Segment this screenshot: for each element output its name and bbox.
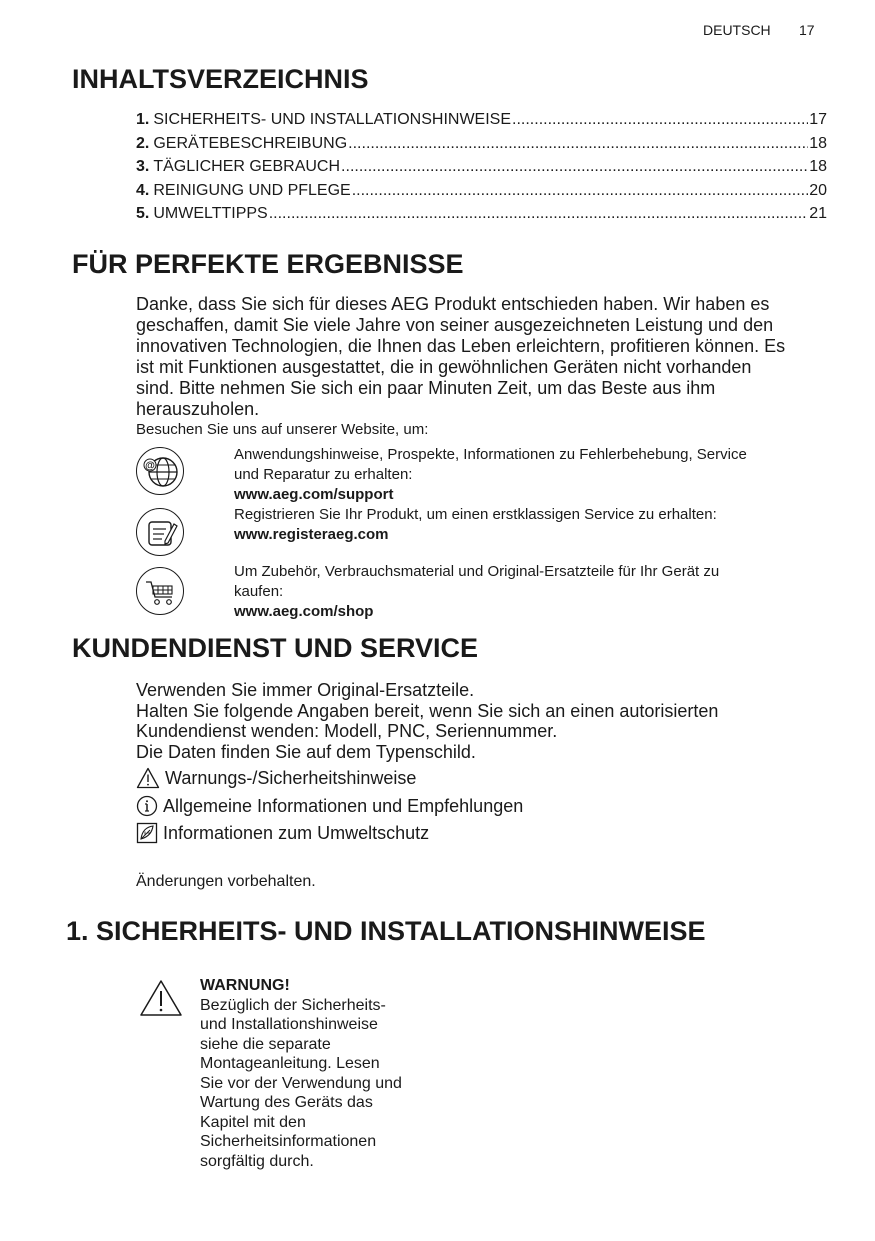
toc-entry-label: TÄGLICHER GEBRAUCH [153, 158, 341, 175]
intro-line: geschaffen, damit Sie viele Jahre von seiner ausgezeichneten Leistung und den [136, 315, 774, 335]
warning-line: Bezüglich der Sicherheits- [200, 996, 386, 1014]
toc-entry-number: 1. [136, 111, 150, 128]
customer-service-text [136, 680, 718, 762]
safety-title: 1. SICHERHEITS- UND INSTALLATIONSHINWEISE [66, 916, 706, 946]
customer-service-title: KUNDENDIENST UND SERVICE [72, 633, 479, 663]
intro-paragraph [136, 294, 826, 420]
svg-text:@: @ [145, 460, 155, 472]
legend-warning [136, 767, 416, 789]
intro-line: ist mit Funktionen ausgestattet, die in gewöhnlichen Geräten nicht vorhanden [136, 357, 752, 377]
toc-entry[interactable] [136, 111, 827, 135]
toc-entry-number: 4. [136, 181, 150, 199]
service-text: Anwendungshinweise, Prospekte, Informationen zu Fehlerbehebung, Service [234, 446, 747, 463]
toc-leader-dots [352, 182, 809, 200]
intro-line: Danke, dass Sie sich für dieses AEG Produkt entschieden haben. Wir haben es [136, 294, 770, 314]
register-notepad-icon [136, 508, 184, 556]
legend-label: Warnungs-/Sicherheitshinweise [165, 767, 417, 788]
warning-line: Wartung des Geräts das [200, 1094, 373, 1111]
leaf-icon [136, 822, 158, 844]
warning-line: sorgfältig durch. [200, 1152, 314, 1170]
customer-service-line: Die Daten finden Sie auf dem Typenschild. [136, 741, 476, 762]
warning-block [200, 976, 440, 1171]
warning-line: Sicherheitsinformationen [200, 1133, 377, 1150]
toc-entry[interactable] [136, 205, 827, 229]
toc-entry-page: 20 [809, 181, 827, 199]
results-title: FÜR PERFEKTE ERGEBNISSE [72, 249, 464, 279]
toc-entry-page: 18 [809, 134, 827, 152]
service-text: und Reparatur zu erhalten: [234, 466, 413, 483]
legend-label: Informationen zum Umweltschutz [163, 822, 430, 843]
toc-entry-label: GERÄTEBESCHREIBUNG [153, 134, 348, 152]
customer-service-line: Verwenden Sie immer Original-Ersatzteile. [136, 680, 475, 700]
shop-link[interactable]: www.aeg.com/shop [234, 603, 374, 620]
toc-entry-number: 3. [136, 158, 150, 175]
legend-environment [136, 822, 429, 844]
page-number: 17 [799, 22, 815, 38]
visit-text: Besuchen Sie uns auf unserer Website, um: [136, 421, 429, 438]
legend-info [136, 795, 523, 817]
register-link[interactable]: www.registeraeg.com [234, 526, 389, 543]
header-language: DEUTSCH [703, 22, 771, 38]
toc-entry-label: UMWELTTIPPS [153, 205, 268, 222]
warning-line: Sie vor der Verwendung und [200, 1074, 402, 1092]
warning-triangle-icon [136, 767, 160, 789]
intro-line: herauszuholen. [136, 399, 260, 419]
toc-leader-dots [348, 135, 808, 153]
toc-entry-page: 17 [809, 111, 827, 128]
warning-line: und Installationshinweise [200, 1016, 378, 1033]
info-icon [136, 795, 158, 817]
toc-leader-dots [269, 205, 808, 223]
toc-leader-dots [512, 111, 808, 129]
legend-label: Allgemeine Informationen und Empfehlungen [163, 795, 524, 816]
shopping-cart-icon [136, 567, 184, 615]
service-item-support [234, 445, 814, 505]
globe-at-icon [136, 447, 184, 495]
warning-line: siehe die separate [200, 1035, 331, 1053]
toc-entry-page: 18 [809, 158, 827, 175]
toc-entry-page: 21 [809, 205, 827, 222]
toc-entry[interactable] [136, 135, 827, 159]
toc-entry[interactable] [136, 158, 827, 182]
warning-triangle-icon [139, 979, 183, 1022]
service-text: kaufen: [234, 583, 284, 600]
toc-entry-number: 5. [136, 205, 150, 222]
intro-line: innovativen Technologien, die Ihnen das Leben erleichtern, profitieren können. Es [136, 336, 786, 356]
toc-leader-dots [341, 158, 808, 176]
intro-line: sind. Bitte nehmen Sie sich ein paar Minuten Zeit, um das Beste aus ihm [136, 378, 716, 398]
toc-entry-label: REINIGUNG UND PFLEGE [153, 181, 351, 199]
toc-entry[interactable] [136, 182, 827, 206]
changes-note: Änderungen vorbehalten. [136, 873, 316, 890]
toc-entry-number: 2. [136, 134, 150, 152]
customer-service-line: Halten Sie folgende Angaben bereit, wenn Sie sich an einen autorisierten [136, 700, 719, 721]
service-text: Registrieren Sie Ihr Produkt, um einen erstklassigen Service zu erhalten: [234, 506, 717, 523]
toc-title: INHALTSVERZEICHNIS [72, 64, 369, 94]
table-of-contents [136, 111, 827, 229]
support-link[interactable]: www.aeg.com/support [234, 486, 394, 503]
service-item-register [234, 505, 814, 545]
warning-title: WARNUNG! [200, 977, 290, 994]
customer-service-line: Kundendienst wenden: Modell, PNC, Seriennummer. [136, 721, 558, 741]
service-text: Um Zubehör, Verbrauchsmaterial und Original-Ersatzteile für Ihr Gerät zu [234, 563, 720, 580]
toc-entry-label: SICHERHEITS- UND INSTALLATIONSHINWEISE [153, 111, 512, 128]
warning-line: Montageanleitung. Lesen [200, 1055, 380, 1072]
service-item-shop [234, 562, 814, 622]
warning-line: Kapitel mit den [200, 1113, 306, 1131]
